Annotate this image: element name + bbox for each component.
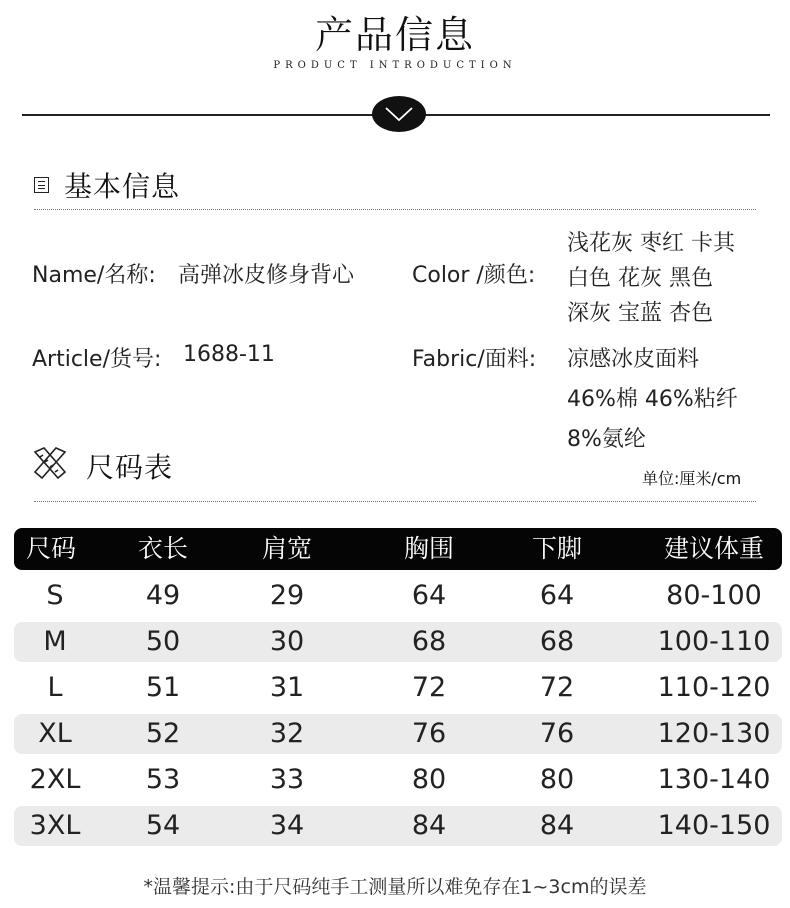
table-cell: 84 xyxy=(539,810,575,841)
table-cell: 49 xyxy=(145,580,181,611)
table-cell: 34 xyxy=(269,810,305,841)
section-divider xyxy=(34,501,756,502)
table-cell: 80 xyxy=(411,764,447,795)
name-label: Name/名称: xyxy=(32,263,156,288)
table-cell: 80-100 xyxy=(666,580,762,611)
table-cell: 50 xyxy=(145,626,181,657)
size-cell: 3XL xyxy=(29,810,81,841)
column-header: 下脚 xyxy=(531,534,582,563)
chevron-down-icon xyxy=(384,105,414,123)
fabric-label: Fabric/面料: xyxy=(412,347,537,372)
table-cell: 30 xyxy=(269,626,305,657)
table-cell: 32 xyxy=(269,718,305,749)
document-list-icon xyxy=(34,177,49,193)
size-cell: 2XL xyxy=(29,764,81,795)
unit-label: 单位:厘米/cm xyxy=(642,469,742,488)
column-header: 尺码 xyxy=(25,534,76,563)
page-subtitle: PRODUCT INTRODUCTION xyxy=(273,60,517,71)
table-cell: 64 xyxy=(539,580,575,611)
footer-note: *温馨提示:由于尺码纯手工测量所以难免存在1~3cm的误差 xyxy=(143,876,647,898)
table-cell: 31 xyxy=(269,672,305,703)
name-value: 高弹冰皮修身背心 xyxy=(178,263,355,288)
column-header: 建议体重 xyxy=(663,534,764,563)
table-cell: 110-120 xyxy=(657,672,771,703)
color-label: Color /颜色: xyxy=(412,263,536,288)
size-cell: L xyxy=(47,672,63,703)
table-cell: 68 xyxy=(411,626,447,657)
basic-info-heading: 基本信息 xyxy=(64,170,181,203)
size-cell: XL xyxy=(38,718,72,749)
article-value: 1688-11 xyxy=(183,342,275,367)
table-cell: 64 xyxy=(411,580,447,611)
fabric-line: 凉感冰皮面料 xyxy=(567,347,700,372)
table-cell: 54 xyxy=(145,810,181,841)
size-chart-heading: 尺码表 xyxy=(86,451,174,484)
table-cell: 72 xyxy=(539,672,575,703)
color-line: 浅花灰 枣红 卡其 xyxy=(567,231,735,256)
table-cell: 33 xyxy=(269,764,305,795)
table-cell: 53 xyxy=(145,764,181,795)
table-cell: 29 xyxy=(269,580,305,611)
column-header: 肩宽 xyxy=(261,534,312,563)
section-divider xyxy=(34,209,756,210)
table-cell: 51 xyxy=(145,672,181,703)
table-cell: 76 xyxy=(539,718,575,749)
fabric-line: 8%氨纶 xyxy=(567,427,646,452)
table-cell: 72 xyxy=(411,672,447,703)
fabric-line: 46%棉 46%粘纤 xyxy=(567,387,738,412)
table-cell: 130-140 xyxy=(657,764,771,795)
article-label: Article/货号: xyxy=(32,347,162,372)
column-header: 胸围 xyxy=(403,534,454,563)
table-cell: 76 xyxy=(411,718,447,749)
size-cell: M xyxy=(43,626,67,657)
table-cell: 68 xyxy=(539,626,575,657)
color-line: 深灰 宝蓝 杏色 xyxy=(567,301,713,326)
size-cell: S xyxy=(46,580,64,611)
page-title: 产品信息 xyxy=(314,13,475,57)
color-line: 白色 花灰 黑色 xyxy=(567,266,713,291)
column-header: 衣长 xyxy=(137,534,188,563)
measuring-tape-icon xyxy=(32,446,68,480)
table-cell: 80 xyxy=(539,764,575,795)
divider-badge xyxy=(372,96,426,132)
table-cell: 84 xyxy=(411,810,447,841)
table-cell: 100-110 xyxy=(657,626,771,657)
table-cell: 120-130 xyxy=(657,718,771,749)
table-cell: 140-150 xyxy=(657,810,771,841)
table-cell: 52 xyxy=(145,718,181,749)
